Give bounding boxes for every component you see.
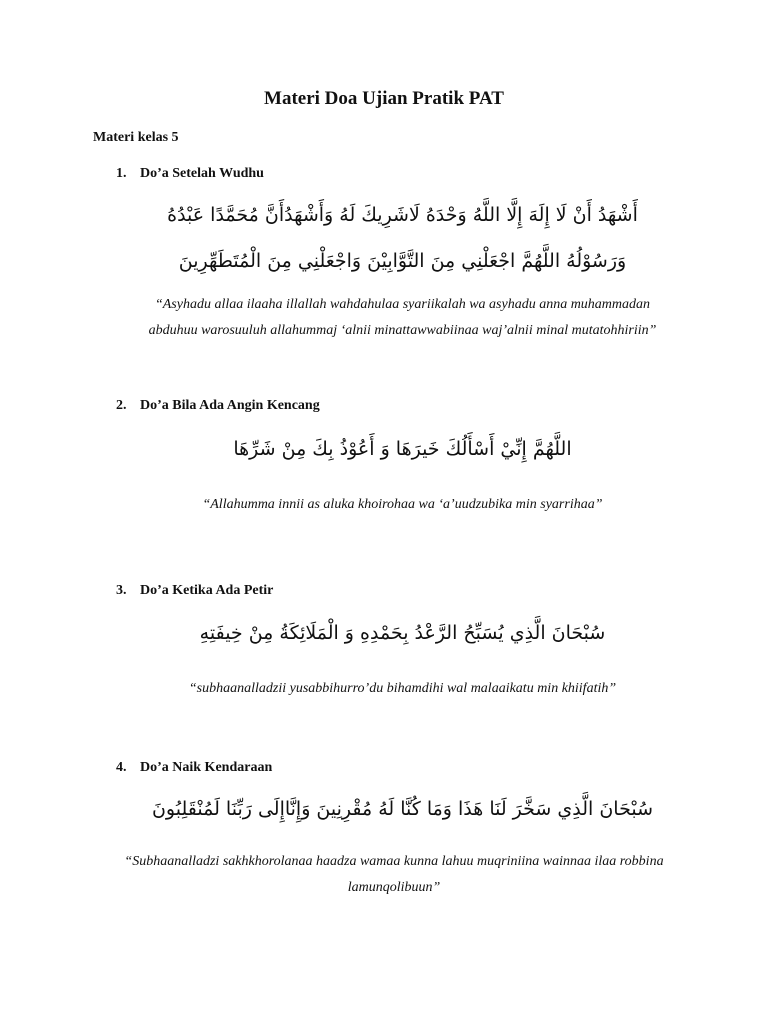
transliteration-1: “Asyhadu allaa ilaaha illallah wahdahulaa syariikalah wa asyhadu anna muhammadan abduhuu warosuuluh allahummaj ‘alnii minattawwabiinaa waj’alnii minal mutatohhiriin” (148, 297, 657, 338)
item-number-4: 4. (116, 760, 127, 775)
item-heading-4 (116, 760, 272, 776)
item-number-2: 2. (116, 398, 127, 413)
arabic-text-2: اللَّهُمَّ إِنِّيْ أَسْأَلُكَ خَيرَهَا وَ أَعُوْذُ بِكَ مِنْ شَرِّهَا (233, 438, 572, 460)
class-subtitle: Materi kelas 5 (93, 130, 179, 145)
arabic-text-1: أَشْهَدُ أَنْ لَا إِلَهَ إِلَّا اللَّهُ وَحْدَهُ لَاشَرِيكَ لَهُ وَأَشْهَدُأَنَّ مُحَمَّدًا عَبْدُهُ وَرَسُوْلُهُ اللَّهُمَّ اجْعَلْنِي مِنَ التَّوَّابِيْنَ وَاجْعَلْنِي مِنَ الْمُتَطَهِّرِينَ (167, 204, 638, 272)
arabic-text-3: سُبْحَانَ الَّذِي يُسَبِّحُ الرَّعْدُ بِحَمْدِهِ وَ الْمَلَائِكَةُ مِنْ خِيفَتِهِ (199, 622, 606, 644)
item-heading-2 (116, 398, 320, 414)
item-heading-3 (116, 583, 273, 599)
arabic-text-4: سُبْحَانَ الَّذِي سَخَّرَ لَنَا هَذَا وَمَا كُنَّا لَهُ مُقْرِنِينَ وَإِنَّاإِلَى رَبِّنَا لَمُنْقَلِبُونَ (151, 798, 654, 820)
item-title-1: Do’a Setelah Wudhu (140, 166, 264, 181)
item-heading-1 (116, 166, 264, 182)
item-number-3: 3. (116, 583, 127, 598)
item-title-3: Do’a Ketika Ada Petir (140, 583, 274, 598)
transliteration-3: “subhaanalladzii yusabbihurro’du bihamdihi wal malaaikatu min khiifatih” (188, 681, 617, 696)
item-title-2: Do’a Bila Ada Angin Kencang (140, 398, 320, 413)
transliteration-2: “Allahumma innii as aluka khoirohaa wa ‘a’uudzubika min syarrihaa” (202, 497, 603, 512)
item-title-4: Do’a Naik Kendaraan (140, 760, 273, 775)
transliteration-4: “Subhaanalladzi sakhkhorolanaa haadza wamaa kunna lahuu muqriniina wainnaa ilaa robbina lamunqolibuun” (124, 854, 664, 895)
item-number-1: 1. (116, 166, 127, 181)
document-title: Materi Doa Ujian Pratik PAT (264, 88, 504, 109)
